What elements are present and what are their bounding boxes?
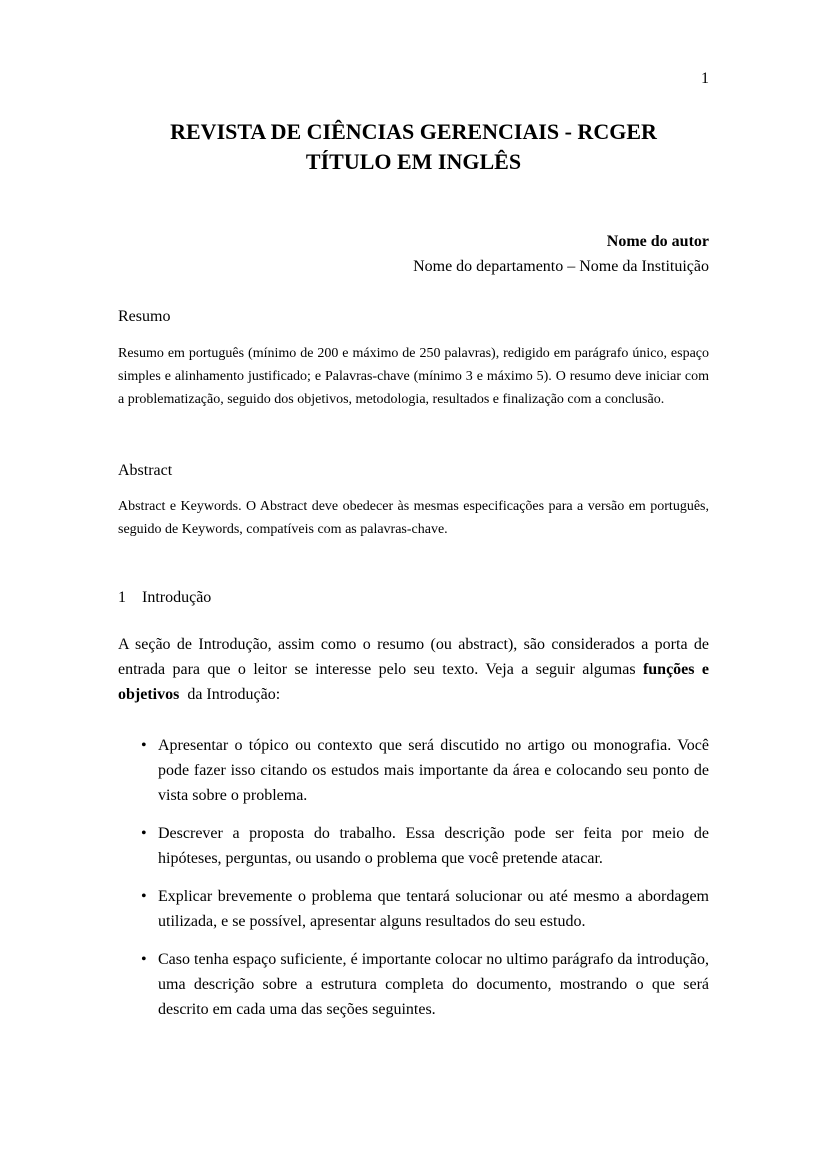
bullet-icon: • — [141, 951, 147, 968]
bullet-icon: • — [141, 737, 147, 754]
list-item — [141, 821, 709, 871]
list-item — [141, 733, 709, 808]
section-heading-introducao — [118, 589, 211, 607]
resumo-heading: Resumo — [118, 308, 171, 325]
author-name: Nome do autor — [606, 233, 709, 250]
list-item-text: Caso tenha espaço suficiente, é importante colocar no ultimo parágrafo da introdução, uma descrição sobre a estrutura completa do documento, mostrando o que será descrito em cada uma das seções seguintes. — [158, 951, 709, 1018]
list-item — [141, 947, 709, 1022]
title-line-2: TÍTULO EM INGLÊS — [305, 149, 522, 174]
author-block — [118, 229, 709, 279]
author-affiliation: Nome do departamento – Nome da Instituição — [413, 258, 709, 275]
bullet-icon: • — [141, 888, 147, 905]
intro-paragraph-end: da Introdução: — [179, 686, 281, 703]
list-item-text: Descrever a proposta do trabalho. Essa descrição pode ser feita por meio de hipóteses, perguntas, ou usando o problema que você pretende atacar. — [158, 825, 709, 867]
abstract-text: Abstract e Keywords. O Abstract deve obedecer às mesmas especificações para a versão em português, seguido de Keywords, compatíveis com as palavras-chave. — [118, 499, 709, 537]
section-number: 1 — [118, 589, 126, 606]
intro-paragraph-emphasis: funções e objetivos — [118, 661, 710, 703]
list-item — [141, 884, 709, 934]
intro-paragraph-start: A seção de Introdução, assim como o resumo (ou abstract), são considerados a porta de entrada para que o leitor se interesse pelo seu texto. Veja a seguir algumas — [118, 636, 709, 678]
title-line-1: REVISTA DE CIÊNCIAS GERENCIAIS - RCGER — [170, 119, 657, 144]
abstract-heading: Abstract — [118, 462, 173, 479]
bullet-icon: • — [141, 825, 147, 842]
resumo-text: Resumo em português (mínimo de 200 e máximo de 250 palavras), redigido em parágrafo único, espaço simples e alinhamento justificado; e Palavras-chave (mínimo 3 e máximo 5). O resumo deve iniciar com a problematização, seguido dos objetivos, metodologia, resultados e finalização com a conclusão. — [118, 346, 709, 407]
section-title: Introdução — [142, 589, 212, 606]
intro-bullet-list — [141, 733, 709, 1035]
intro-paragraph — [118, 632, 709, 707]
page-number: 1 — [701, 70, 709, 87]
list-item-text: Explicar brevemente o problema que tentará solucionar ou até mesmo a abordagem utilizada, e se possível, apresentar alguns resultados do seu estudo. — [158, 888, 709, 930]
document-title — [118, 117, 709, 177]
list-item-text: Apresentar o tópico ou contexto que será discutido no artigo ou monografia. Você pode fazer isso citando os estudos mais importante da área e colocando seu ponto de vista sobre o problema. — [158, 737, 709, 804]
